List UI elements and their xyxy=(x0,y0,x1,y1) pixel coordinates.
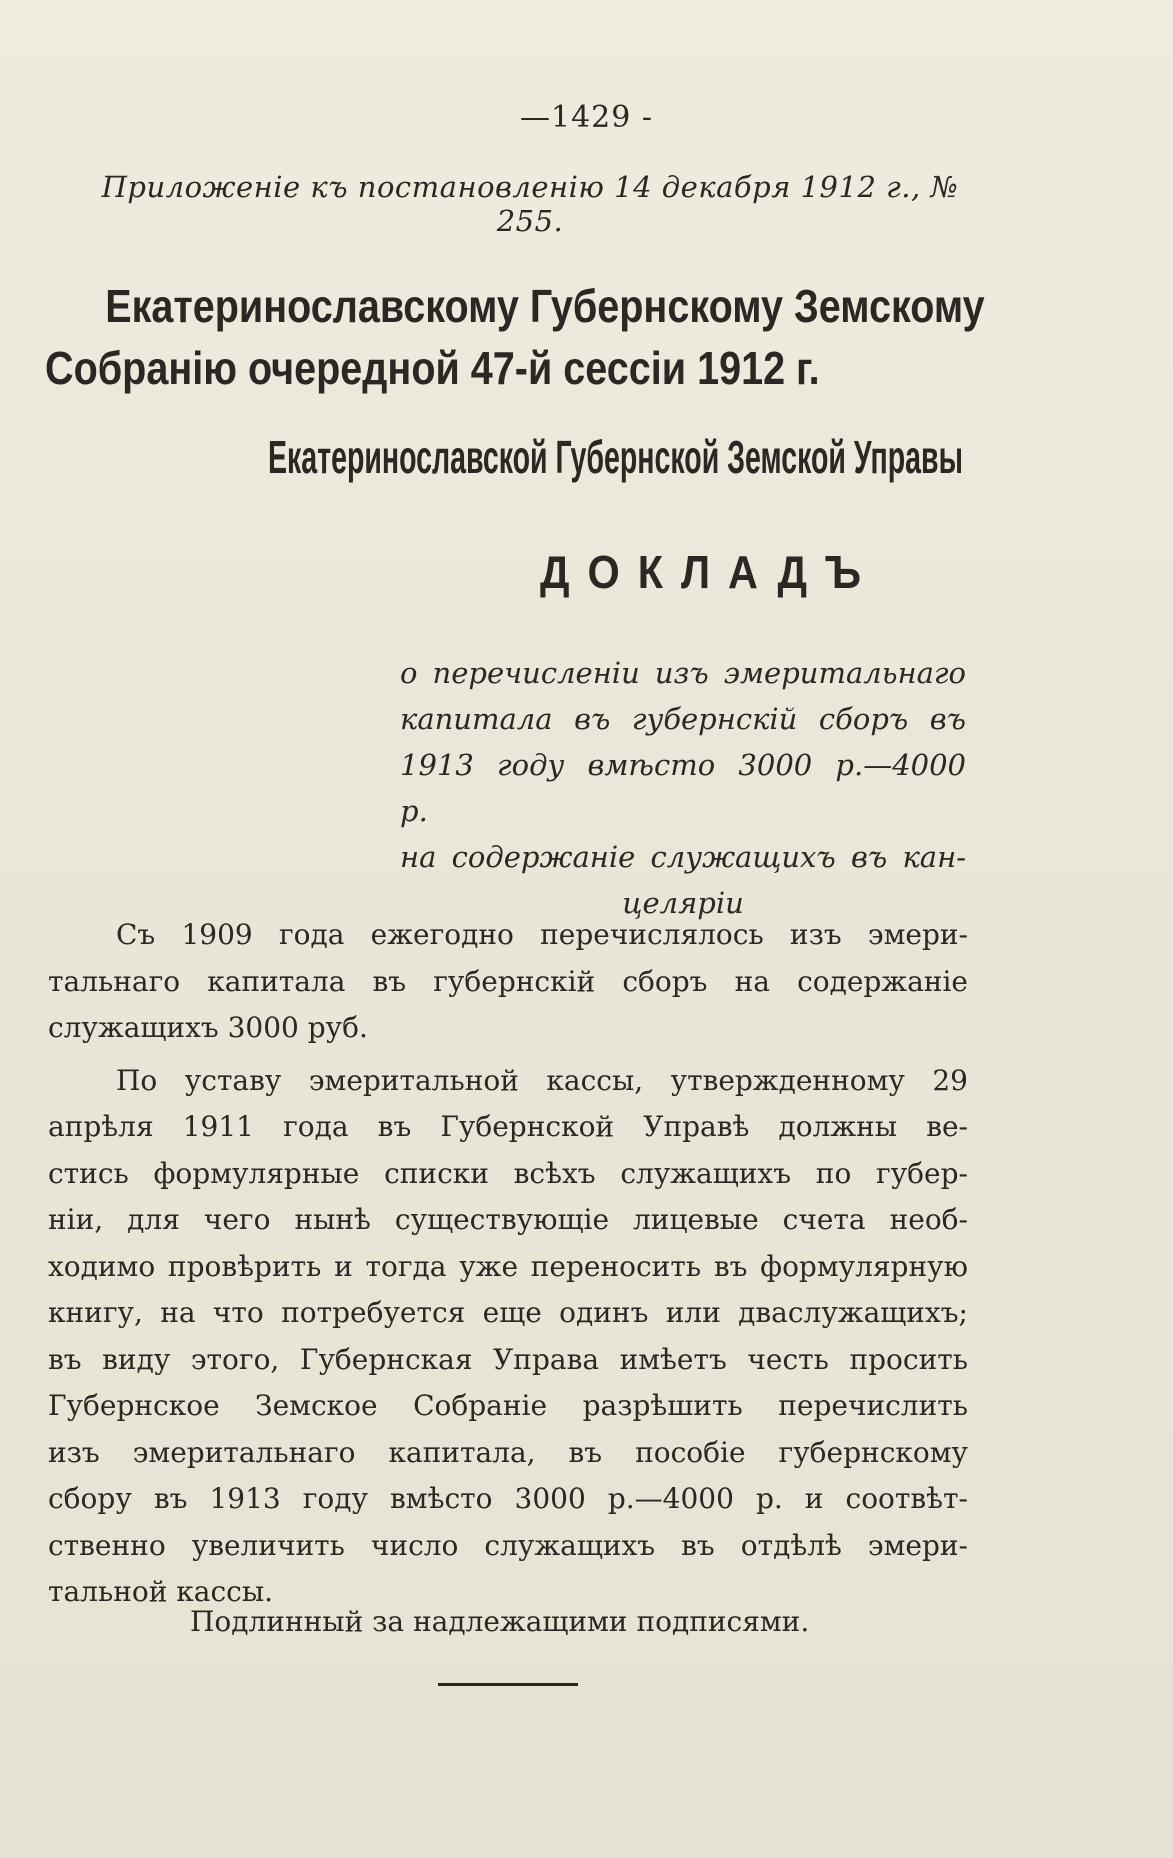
paragraph-2-line: апрѣля 1911 года въ Губернской Управѣ должны ве- xyxy=(48,1110,968,1143)
paragraph-1-line: служащихъ 3000 руб. xyxy=(48,1011,368,1044)
paragraph-2-line: стись формулярные списки всѣхъ служащихъ по губер- xyxy=(48,1156,968,1190)
subject-line: о перечисленiи изъ эмеритальнаго xyxy=(400,656,966,690)
paragraph-2-line: книгу, на что потребуется еще одинъ или дваслужащихъ; xyxy=(48,1296,968,1329)
report-subject xyxy=(400,650,966,926)
page-number: —1429 - xyxy=(519,100,654,135)
paragraph-2-line: Губернское Земское Собранiе разрѣшить перечислить xyxy=(48,1389,968,1422)
addressee-line-2: Собранiю очередной 47-й сессiи 1912 г. xyxy=(45,342,820,394)
paragraph-2-line: изъ эмеритальнаго капитала, въ пособiе губернскому xyxy=(48,1435,968,1469)
subject-line: целярiи xyxy=(622,886,744,920)
paragraph-2-line: По уставу эмеритальной кассы, утвержденному 29 xyxy=(116,1063,968,1097)
subject-line: на содержанiе служащихъ въ кан- xyxy=(400,840,966,874)
closing-rule xyxy=(438,1683,578,1686)
paragraph-2-line: ственно увеличить число служащихъ въ отдѣлѣ эмери- xyxy=(48,1528,968,1562)
paragraph-1-line: тальнаго капитала въ губернскiй сборъ на содержанiе xyxy=(48,964,968,998)
addressee-heading xyxy=(45,275,985,399)
report-title: ДОКЛАДЪ xyxy=(540,546,879,598)
paragraph-2-line: сбору въ 1913 году вмѣсто 3000 р.—4000 р. и соотвѣт- xyxy=(48,1482,968,1515)
subject-line: 1913 году вмѣсто 3000 р.—4000 р. xyxy=(400,748,966,828)
paragraph-2-line: ходимо провѣрить и тогда уже переносить въ формулярную xyxy=(48,1249,968,1283)
paragraph-2-line: тальной кассы. xyxy=(48,1575,274,1608)
board-heading: Екатеринославской Губернской Земской Управы xyxy=(268,431,963,483)
addressee-line-1: Екатеринославскому Губернскому Земскому xyxy=(105,280,985,332)
report-body xyxy=(48,912,968,1616)
signature-note: Подлинный за надлежащими подписями. xyxy=(190,1605,810,1638)
paragraph-2-line: нiи, для чего нынѣ существующiе лицевые счета необ- xyxy=(48,1203,968,1236)
subject-line: капитала въ губернскiй сборъ въ xyxy=(400,702,966,736)
paragraph-2-line: въ виду этого, Губернская Управа имѣетъ честь просить xyxy=(48,1342,968,1376)
paragraph-1-line: Съ 1909 года ежегодно перечислялось изъ эмери- xyxy=(116,918,968,951)
appendix-note: Приложенiе къ постановленiю 14 декабря 1912 г., № 255. xyxy=(101,170,959,238)
